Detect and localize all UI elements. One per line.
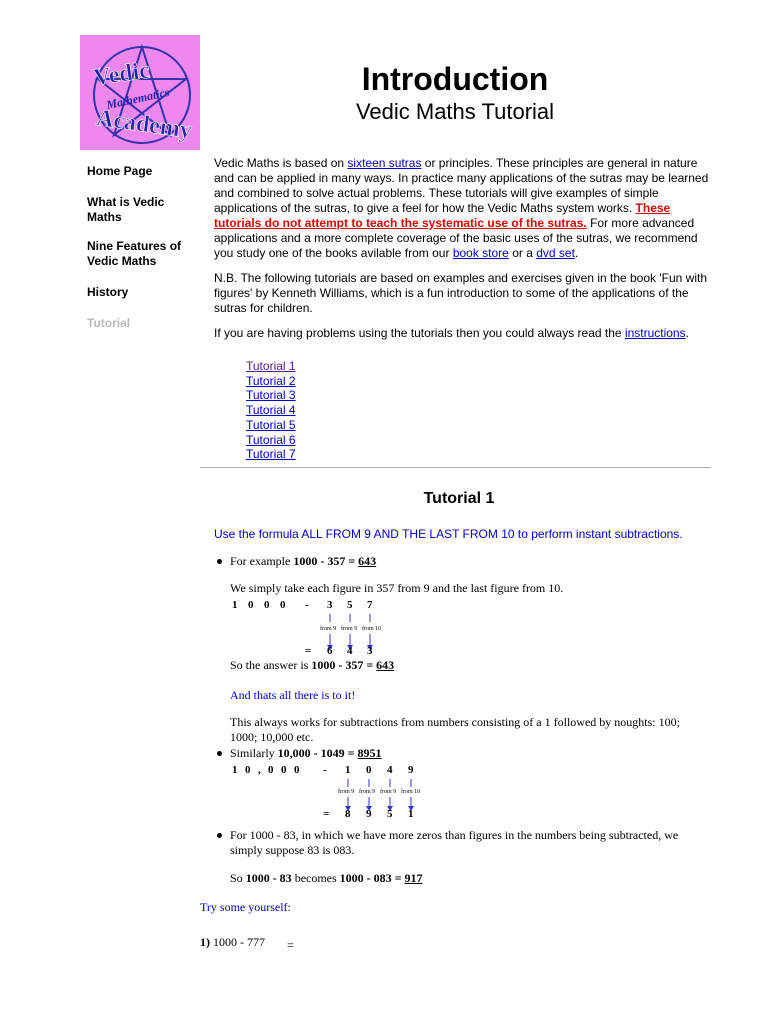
nav-history[interactable]: History (87, 285, 129, 299)
logo-text-2: Mathematics (105, 84, 171, 112)
question-1 (200, 935, 265, 950)
intro-text: . (574, 246, 579, 260)
diagram-2-result: 1 (408, 808, 414, 820)
diagram-2-comma: , (258, 764, 261, 776)
diagram-2-digit: 0 (281, 764, 287, 776)
tutorial-1-heading: Tutorial 1 (423, 490, 495, 507)
intro-paragraph-1 (214, 156, 712, 261)
diagram-2-digit: 1 (345, 764, 351, 776)
diagram-2-digit: 0 (366, 764, 372, 776)
tutorial-5-link[interactable]: Tutorial 5 (246, 417, 296, 432)
bullet-icon (217, 559, 222, 564)
diagram-1-digit: 0 (264, 599, 270, 611)
bullet-icon (217, 751, 222, 756)
example-1-description: We simply take each figure in 357 from 9 and the last figure from 10. (230, 581, 564, 595)
diagram-1-minus: - (305, 599, 309, 611)
so-answer (230, 658, 394, 673)
intro-text: or principles. These principles are general in nature and can be applied in many ways. In practice many applications of the sutras may be learned and combined to solve actual problems. These tutorials will give examples of simple applications of the sutras, to give a feel for how the Vedic Maths system works. (214, 156, 709, 215)
formula-text: Use the formula ALL FROM 9 AND THE LAST FROM 10 to perform instant subtractions. (214, 527, 683, 541)
example-2 (230, 746, 382, 761)
diagram-2-label: from 9 (380, 789, 397, 795)
nav-tutorial[interactable]: Tutorial (87, 316, 131, 330)
intro-content (214, 156, 712, 351)
diagram-1-equals: = (305, 645, 312, 657)
page-header (200, 60, 710, 126)
diagram-1-digit: 7 (367, 599, 373, 611)
diagram-2-label: from 9 (338, 789, 355, 795)
diagram-2-digit: 4 (387, 764, 393, 776)
example-3: For 1000 - 83, in which we have more zeros than figures in the numbers being subtracted, we simply suppose 83 is 083. (230, 828, 679, 857)
tutorial-2-link[interactable]: Tutorial 2 (246, 373, 296, 388)
diagram-1-label: from 9 (341, 626, 358, 632)
example-1-prefix: For example (230, 554, 294, 568)
example-3-expression-a: 1000 - 83 (245, 871, 292, 885)
diagram-1-digit: 0 (248, 599, 254, 611)
diagram-1-digit: 3 (327, 599, 333, 611)
diagram-2-label: from 9 (359, 789, 376, 795)
diagram-2-digit: 9 (408, 764, 414, 776)
tutorial-6-link[interactable]: Tutorial 6 (246, 432, 296, 447)
intro-text: . (685, 326, 689, 340)
section-divider (200, 467, 711, 468)
tutorial-1-link[interactable]: Tutorial 1 (246, 359, 296, 373)
diagram-2-result: 5 (387, 808, 393, 820)
example-3-answer: 917 (404, 871, 423, 885)
diagram-1-label: from 10 (362, 626, 382, 632)
intro-text: For more advanced applications and a more complete coverage of the basic uses of the sutras, we recommend you study one of the books avilable from our (214, 216, 698, 260)
intro-paragraph-3 (214, 326, 712, 341)
diagram-1-digit: 0 (280, 599, 286, 611)
tutorial-3-link[interactable]: Tutorial 3 (246, 388, 296, 403)
diagram-2-result: 9 (366, 808, 372, 820)
example-1-answer: 643 (358, 554, 377, 568)
diagram-1-digit: 5 (347, 599, 353, 611)
example-1 (230, 554, 376, 569)
tutorial-4-link[interactable]: Tutorial 4 (246, 403, 296, 418)
tutorial-7-link[interactable]: Tutorial 7 (246, 447, 296, 462)
intro-text: Vedic Maths is based on (214, 156, 348, 170)
thats-all-text: And thats all there is to it! (230, 688, 356, 702)
diagram-1-digit: 1 (232, 599, 238, 611)
so-answer-expression: 1000 - 357 = (311, 658, 377, 672)
page-subtitle: Vedic Maths Tutorial (355, 99, 555, 124)
instructions-link[interactable]: instructions (624, 326, 686, 340)
page-title: Introduction (361, 61, 549, 97)
book-store-link[interactable]: book store (452, 246, 509, 260)
example-3-so (230, 871, 423, 886)
example-2-answer: 8951 (357, 746, 382, 760)
diagram-2-result: 8 (345, 808, 351, 820)
bullet-icon (217, 833, 222, 838)
question-1-equals: = (287, 938, 294, 952)
example-3-becomes: becomes (291, 871, 340, 885)
intro-text: or a (508, 246, 537, 260)
example-2-expression: 10,000 - 1049 = (277, 746, 358, 760)
diagram-2-equals: = (323, 808, 330, 820)
logo-text-3: Academy (94, 105, 194, 145)
nav-nine-features[interactable]: Nine Features of Vedic Maths (87, 239, 182, 268)
example-3-expression-b: 1000 - 083 = (339, 871, 405, 885)
diagram-2-digit: 0 (245, 764, 251, 776)
diagram-2-minus: - (323, 764, 327, 776)
nav-home[interactable]: Home Page (87, 164, 153, 178)
question-1-expression: 1000 - 777 (210, 935, 265, 949)
diagram-2-digit: 1 (232, 764, 238, 776)
diagram-1-result: 6 (327, 645, 333, 657)
sixteen-sutras-link[interactable]: sixteen sutras (347, 156, 422, 170)
example-2-prefix: Similarly (230, 746, 278, 760)
so-answer-value: 643 (376, 658, 395, 672)
diagram-1-result: 3 (367, 645, 373, 657)
nav-what-is-vedic-maths[interactable]: What is Vedic Maths (87, 195, 165, 224)
diagram-1-result: 4 (347, 645, 353, 657)
dvd-set-link[interactable]: dvd set (536, 246, 575, 260)
tutorial-link-list (246, 359, 296, 462)
example-1-expression: 1000 - 357 = (293, 554, 359, 568)
diagram-2-digit: 0 (268, 764, 274, 776)
logo-text-1: Vedic (91, 57, 152, 92)
example-3-prefix: So (230, 871, 246, 885)
diagram-2-digit: 0 (294, 764, 300, 776)
intro-paragraph-2: N.B. The following tutorials are based on examples and exercises given in the book 'Fun with figures' by Kenneth Williams, which is a fun introduction to some of the applications of the sutras for children. (214, 271, 708, 315)
so-answer-prefix: So the answer is (230, 658, 312, 672)
diagram-2-label: from 10 (401, 789, 421, 795)
logo-star-icon (80, 35, 200, 150)
try-yourself-text: Try some yourself: (200, 900, 291, 914)
question-1-number: 1) (200, 935, 210, 949)
intro-text: If you are having problems using the tutorials then you could always read the (214, 326, 625, 340)
vedic-academy-logo (80, 35, 200, 150)
always-works-text: This always works for subtractions from numbers consisting of a 1 followed by noughts: 100; 1000; 10,000 etc. (230, 715, 680, 744)
warning-text: These tutorials do not attempt to teach the systematic use of the sutras. (214, 201, 671, 230)
diagram-1-label: from 9 (320, 626, 337, 632)
